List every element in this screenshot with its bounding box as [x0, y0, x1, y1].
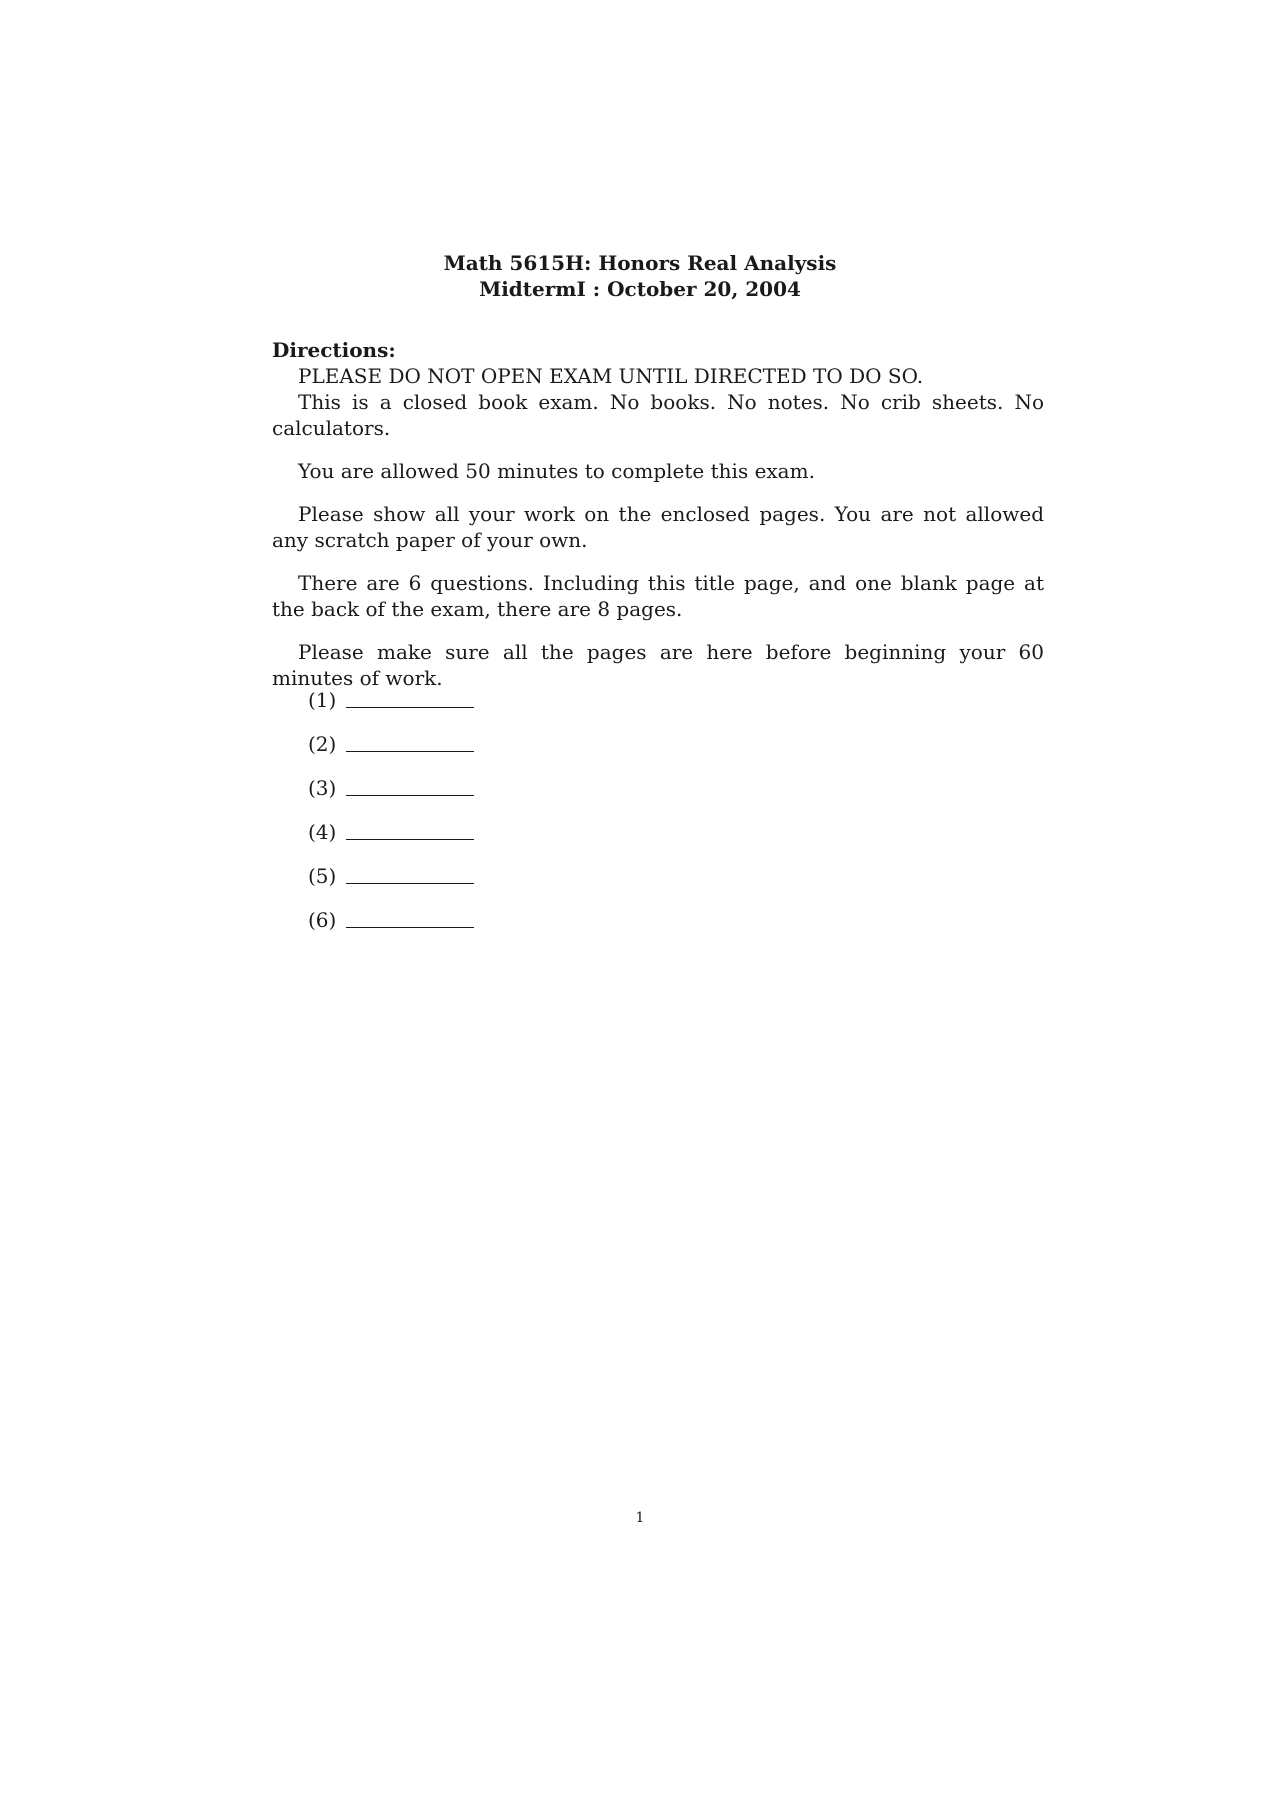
score-list — [308, 688, 474, 952]
page-number: 1 — [635, 1510, 645, 1526]
question-label: (3) — [308, 776, 337, 800]
directions-pages: There are 6 questions. Including this title page, and one blank page at the back of the exam, there are 8 pages. — [272, 571, 1044, 621]
score-blank — [346, 907, 474, 928]
score-row — [308, 908, 474, 952]
question-label: (6) — [308, 908, 337, 932]
score-blank — [346, 731, 474, 752]
score-row — [308, 820, 474, 864]
question-label: (5) — [308, 864, 337, 888]
directions-section — [272, 337, 1044, 691]
directions-check: Please make sure all the pages are here before beginning your 60 minutes of work. — [272, 640, 1044, 690]
directions-warning: PLEASE DO NOT OPEN EXAM UNTIL DIRECTED TO DO SO. — [298, 364, 924, 388]
score-blank — [346, 819, 474, 840]
exam-subtitle: MidtermI : October 20, 2004 — [479, 277, 801, 301]
score-row — [308, 864, 474, 908]
exam-title: Math 5615H: Honors Real Analysis — [443, 251, 837, 275]
score-row — [308, 732, 474, 776]
score-blank — [346, 775, 474, 796]
question-label: (2) — [308, 732, 337, 756]
score-blank — [346, 863, 474, 884]
question-label: (1) — [308, 688, 337, 712]
directions-time: You are allowed 50 minutes to complete this exam. — [298, 459, 815, 483]
score-blank — [346, 687, 474, 708]
directions-closed-book: This is a closed book exam. No books. No notes. No crib sheets. No calculators. — [272, 390, 1044, 440]
score-row — [308, 776, 474, 820]
title-block — [0, 250, 1280, 302]
question-label: (4) — [308, 820, 337, 844]
directions-work: Please show all your work on the enclosed pages. You are not allowed any scratch paper of your own. — [272, 502, 1044, 552]
score-row — [308, 688, 474, 732]
directions-heading: Directions: — [272, 338, 396, 362]
